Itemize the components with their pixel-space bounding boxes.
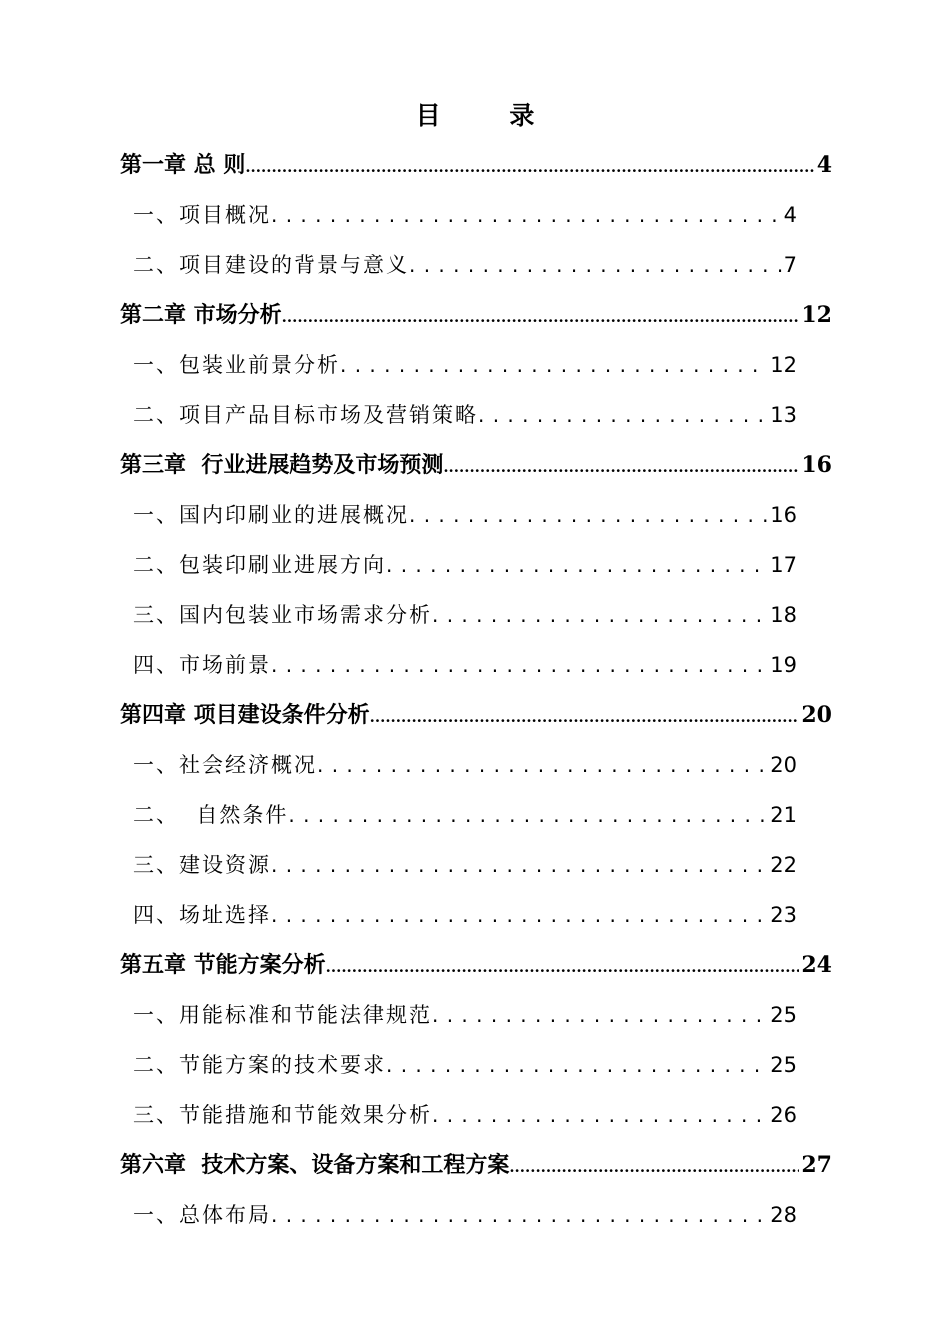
toc-entry-page: 12 xyxy=(801,302,832,328)
toc-chapter-entry[interactable] xyxy=(120,148,832,182)
dot-leader xyxy=(317,748,768,782)
toc-section-entry[interactable] xyxy=(133,198,797,232)
toc-entry-page: 28 xyxy=(770,1203,797,1227)
dot-leader xyxy=(478,398,768,432)
dot-leader xyxy=(443,448,799,482)
dot-leader xyxy=(245,148,814,182)
toc-entry-label: 二、项目建设的背景与意义 xyxy=(133,253,409,277)
toc-entry-label: 第六章 技术方案、设备方案和工程方案 xyxy=(120,1152,510,1178)
toc-entry-page: 17 xyxy=(770,553,797,577)
toc-chapter-entry[interactable] xyxy=(120,948,832,982)
toc-entry-label: 三、建设资源 xyxy=(133,853,271,877)
toc-entry-page: 26 xyxy=(770,1103,797,1127)
toc-section-entry[interactable] xyxy=(133,498,797,532)
toc-entry-label: 三、国内包装业市场需求分析 xyxy=(133,603,432,627)
dot-leader xyxy=(409,248,782,282)
toc-section-entry[interactable] xyxy=(133,248,797,282)
toc-entry-label: 四、场址选择 xyxy=(133,903,271,927)
toc-entry-label: 第一章 总 则 xyxy=(120,152,246,178)
toc-section-entry[interactable] xyxy=(133,548,797,582)
toc-entry-page: 23 xyxy=(770,903,797,927)
toc-entry-label: 三、节能措施和节能效果分析 xyxy=(133,1103,432,1127)
dot-leader xyxy=(271,198,782,232)
toc-section-entry[interactable] xyxy=(133,1198,797,1232)
toc-entry-label: 四、市场前景 xyxy=(133,653,271,677)
toc-entry-label: 第三章 行业进展趋势及市场预测 xyxy=(120,452,444,478)
dot-leader xyxy=(326,948,800,982)
dot-leader xyxy=(288,798,768,832)
dot-leader xyxy=(340,348,768,382)
toc-entry-page: 13 xyxy=(770,403,797,427)
toc-entry-page: 4 xyxy=(816,152,832,178)
toc-section-entry[interactable] xyxy=(133,398,797,432)
toc-entry-page: 16 xyxy=(770,503,797,527)
toc-entry-label: 二、包装印刷业进展方向 xyxy=(133,553,386,577)
toc-entry-page: 20 xyxy=(801,702,832,728)
toc-entry-label: 第二章 市场分析 xyxy=(120,302,282,328)
dot-leader xyxy=(282,298,800,332)
dot-leader xyxy=(386,548,768,582)
toc-chapter-entry[interactable] xyxy=(120,698,832,732)
dot-leader xyxy=(432,998,768,1032)
toc-entry-label: 一、项目概况 xyxy=(133,203,271,227)
toc-entry-page: 24 xyxy=(801,952,832,978)
toc-entry-label: 一、国内印刷业的进展概况 xyxy=(133,503,409,527)
dot-leader xyxy=(409,498,768,532)
toc-entry-page: 21 xyxy=(770,803,797,827)
toc-section-entry[interactable] xyxy=(133,598,797,632)
toc-title: 目 录 xyxy=(415,101,565,130)
toc-section-entry[interactable] xyxy=(133,848,797,882)
toc-entry-label: 第五章 节能方案分析 xyxy=(120,952,326,978)
toc-chapter-entry[interactable] xyxy=(120,448,832,482)
toc-entry-page: 19 xyxy=(770,653,797,677)
dot-leader xyxy=(386,1048,768,1082)
toc-entry-page: 27 xyxy=(801,1152,832,1178)
toc-entry-page: 18 xyxy=(770,603,797,627)
toc-entry-page: 12 xyxy=(770,353,797,377)
dot-leader xyxy=(509,1148,799,1182)
dot-leader xyxy=(432,598,768,632)
toc-section-entry[interactable] xyxy=(133,798,797,832)
toc-entry-label: 一、总体布局 xyxy=(133,1203,271,1227)
toc-entry-page: 7 xyxy=(783,253,797,277)
toc-entry-label: 一、用能标准和节能法律规范 xyxy=(133,1003,432,1027)
toc-chapter-entry[interactable] xyxy=(120,1148,832,1182)
dot-leader xyxy=(271,848,768,882)
dot-leader xyxy=(271,648,768,682)
toc-section-entry[interactable] xyxy=(133,898,797,932)
dot-leader xyxy=(432,1098,768,1132)
toc-chapter-entry[interactable] xyxy=(120,298,832,332)
toc-section-entry[interactable] xyxy=(133,648,797,682)
toc-section-entry[interactable] xyxy=(133,348,797,382)
toc-entry-label: 二、 自然条件 xyxy=(133,803,289,827)
toc-section-entry[interactable] xyxy=(133,748,797,782)
toc-entry-page: 22 xyxy=(770,853,797,877)
dot-leader xyxy=(271,1198,768,1232)
toc-entry-label: 一、社会经济概况 xyxy=(133,753,317,777)
dot-leader xyxy=(370,698,800,732)
toc-entry-label: 第四章 项目建设条件分析 xyxy=(120,702,370,728)
toc-entry-page: 25 xyxy=(770,1003,797,1027)
toc-section-entry[interactable] xyxy=(133,998,797,1032)
toc-entry-page: 25 xyxy=(770,1053,797,1077)
dot-leader xyxy=(271,898,768,932)
toc-section-entry[interactable] xyxy=(133,1098,797,1132)
toc-entry-label: 二、项目产品目标市场及营销策略 xyxy=(133,403,478,427)
toc-entry-page: 20 xyxy=(770,753,797,777)
toc-entry-page: 16 xyxy=(801,452,832,478)
toc-entry-label: 一、包装业前景分析 xyxy=(133,353,340,377)
toc-entry-label: 二、节能方案的技术要求 xyxy=(133,1053,386,1077)
toc-section-entry[interactable] xyxy=(133,1048,797,1082)
toc-entry-page: 4 xyxy=(783,203,797,227)
